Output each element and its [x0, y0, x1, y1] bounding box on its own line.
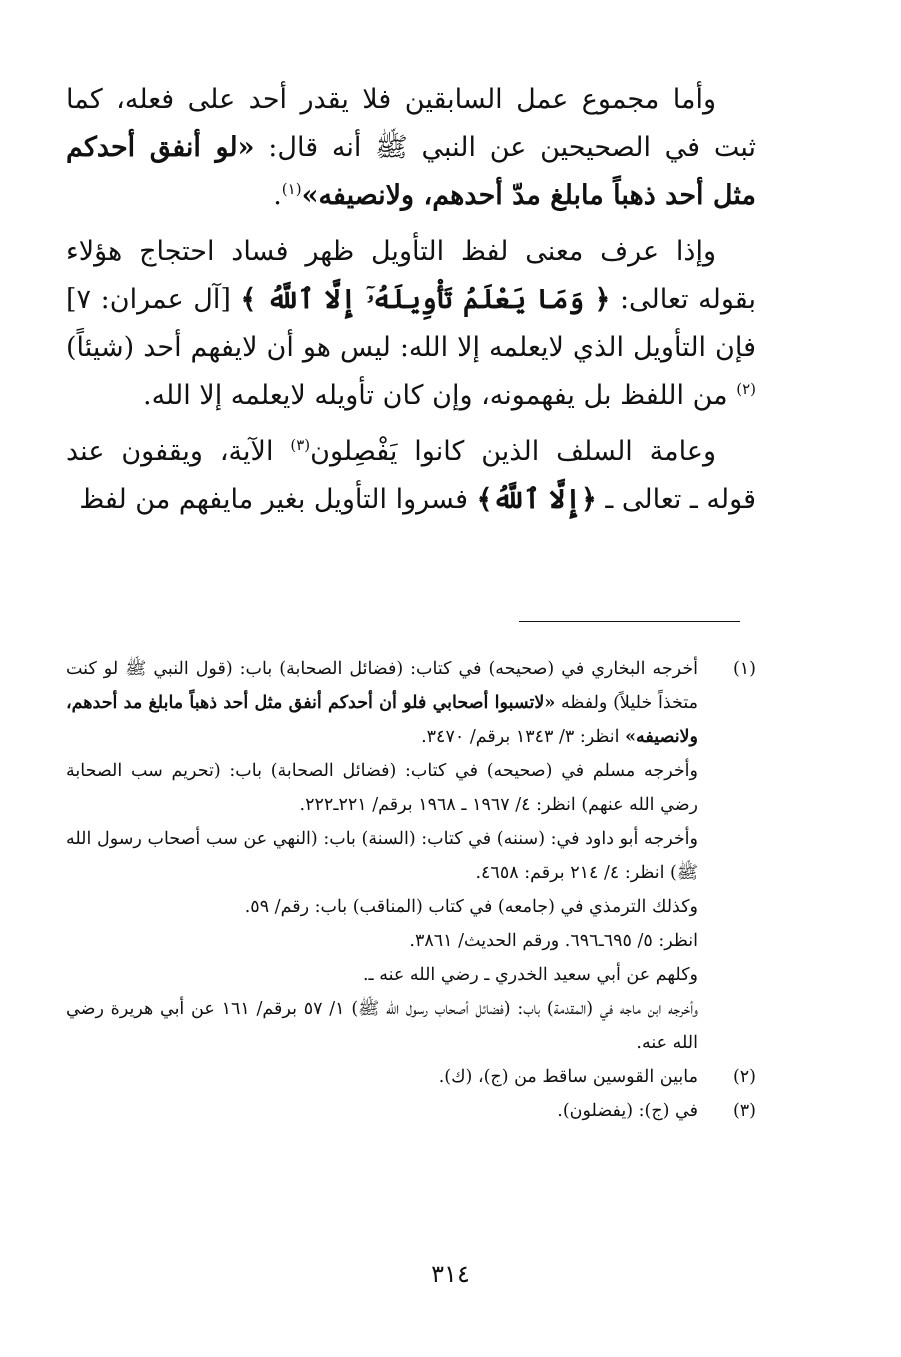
main-text: [66, 76, 756, 524]
footnote-1-tirmidhi: وكذلك الترمذي في (جامعه) في كتاب (المناقب) باب: رقم/ ٥٩.: [244, 897, 698, 917]
footnote-1-tirmidhi-ref: انظر: ٥/ ٦٩٥ـ٦٩٦. ورقم الحديث/ ٣٨٦١.: [409, 931, 698, 951]
footnote-2: [66, 1060, 756, 1094]
footnote-separator: [519, 621, 740, 622]
footnote-2-text: مابين القوسين ساقط من (ج)، (ك).: [438, 1067, 698, 1087]
footnote-3: [66, 1094, 756, 1128]
footnote-1-bukhari: [66, 652, 698, 754]
footnote-ref-2: (٢): [736, 380, 756, 398]
footnote-ref-1: (١): [281, 180, 302, 198]
page-number: ٣١٤: [431, 1260, 470, 1288]
paragraph-1: [66, 76, 756, 220]
footnote-1-narrator: وكلهم عن أبي سعيد الخدري ـ رضي الله عنه ـ.: [362, 965, 698, 985]
paragraph-2-text-b: [آل عمران: ٧] فإن التأويل الذي لايعلمه إلا الله: ليس هو أن لايفهم أحد (شيئاً): [66, 284, 756, 363]
footnote-1-abu-dawud: وأخرجه أبو داود في: (سننه) في كتاب: (السنة) باب: (النهي عن سب أصحاب رسول الله ﷺ) انظر: ٤/ ٢١٤ برقم: ٤٦٥٨.: [66, 829, 698, 883]
quran-verse-1: ﴿ وَمَا يَعْلَمُ تَأْوِيلَهُۥٓ إِلَّا ٱللَّهُ ﴾: [240, 284, 611, 315]
footnote-1-number: (١): [732, 659, 756, 679]
footnotes: [66, 652, 756, 1128]
footnote-ref-3: (٣): [290, 436, 311, 454]
hadith-quote: «لو أنفق أحدكم مثل أحد ذهباً مابلغ مدّ أحدهم، ولانصيفه»: [66, 132, 756, 211]
paragraph-2-text-c: من اللفظ بل يفهمونه، وإن كان تأويله لايعلمه إلا الله.: [143, 380, 737, 411]
footnote-1-hadith-text: «لاتسبوا أصحابي فلو أن أحدكم أنفق مثل أحد ذهباً مابلغ مد أحدهم، ولانصيفه»: [66, 693, 698, 747]
paragraph-2-text-a: وإذا عرف معنى لفظ التأويل ظهر فساد احتجاج هؤلاء بقوله تعالى:: [66, 236, 756, 315]
footnote-1-ibn-majah: وأخرجه ابن ماجه في (المقدمة) باب: (فضائل أصحاب رسول الله ﷺ) ١/ ٥٧ برقم/ ١٦١ عن أبي هريرة رضي الله عنه.: [66, 999, 698, 1053]
paragraph-3-text-a: وعامة السلف الذين كانوا يَفْصِلون: [310, 436, 716, 467]
footnote-3-text: في (ج): (يفضلون).: [557, 1101, 698, 1121]
paragraph-2: [66, 228, 756, 420]
footnote-1: [66, 652, 756, 1060]
paragraph-3-text-b: الآية، ويقفون عند قوله ـ تعالى ـ: [66, 436, 756, 515]
footnote-1-bukhari-text-a: أخرجه البخاري في (صحيحه) في كتاب: (فضائل الصحابة) باب: (قول النبي ﷺ لو كنت متخذاً خليلاً) ولفظه: [66, 659, 698, 713]
paragraph-1-text-a: وأما مجموع عمل السابقين فلا يقدر أحد على فعله، كما ثبت في الصحيحين عن النبي ﷺ أنه قال:: [66, 84, 756, 163]
footnote-1-muslim: وأخرجه مسلم في (صحيحه) في كتاب: (فضائل الصحابة) باب: (تحريم سب الصحابة رضي الله عنهم) انظر: ٤/ ١٩٦٧ ـ ١٩٦٨ برقم/ ٢٢١ـ٢٢٢.: [66, 761, 698, 815]
footnote-1-bukhari-text-b: انظر: ٣/ ١٣٤٣ برقم/ ٣٤٧٠.: [421, 727, 626, 747]
footnote-2-number: (٢): [732, 1067, 756, 1087]
paragraph-3-text-c: فسروا التأويل بغير مايفهم من لفظ: [79, 484, 477, 515]
paragraph-3: [66, 428, 756, 524]
quran-verse-2: ﴿إِلَّا ٱللَّهُ﴾: [476, 484, 597, 515]
footnote-3-number: (٣): [732, 1101, 756, 1121]
paragraph-1-text-b: .: [273, 180, 282, 211]
